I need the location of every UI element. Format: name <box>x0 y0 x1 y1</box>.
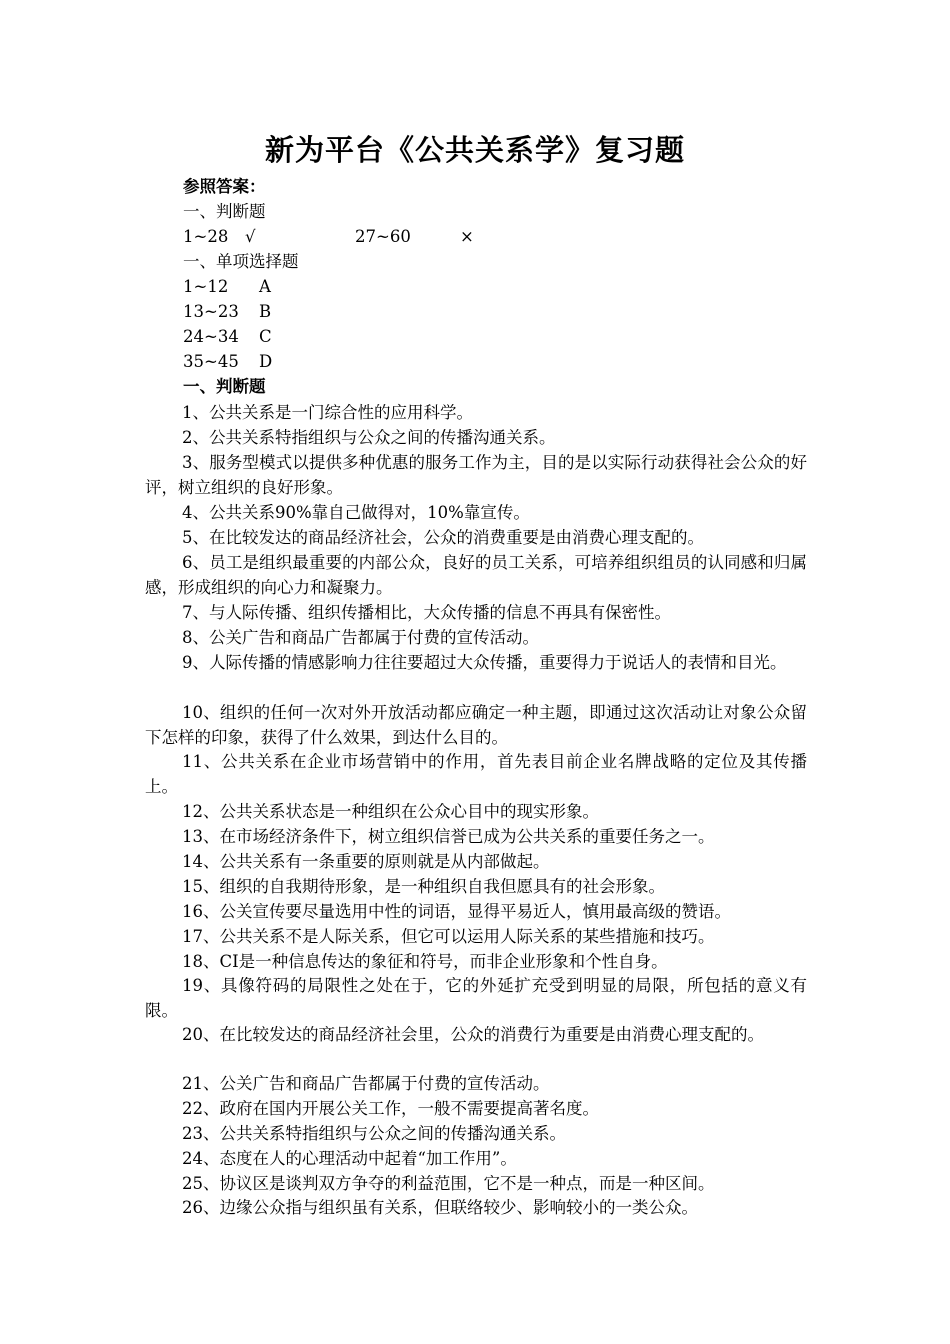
question-item: 9、人际传播的情感影响力往往要超过大众传播，重要得力于说话人的表情和目光。 <box>182 653 787 672</box>
question-item: 15、组织的自我期待形象，是一种组织自我但愿具有的社会形象。 <box>182 877 665 896</box>
question-item: 2、公共关系特指组织与公众之间的传播沟通关系。 <box>182 428 556 447</box>
choice-answer: A <box>259 277 271 296</box>
question-item: 13、在市场经济条件下，树立组织信誉已成为公共关系的重要任务之一。 <box>182 827 715 846</box>
question-item: 11、公共关系在企业市场营销中的作用，首先表目前企业名牌战略的定位及其传播上。 <box>145 752 807 796</box>
choice-answer: C <box>259 327 272 346</box>
question-item: 20、在比较发达的商品经济社会里，公众的消费行为重要是由消费心理支配的。 <box>182 1025 764 1044</box>
question-item: 18、CI是一种信息传达的象征和符号，而非企业形象和个性自身。 <box>182 952 668 971</box>
question-item: 14、公共关系有一条重要的原则就是从内部做起。 <box>182 852 550 871</box>
answers-heading: 参照答案： <box>183 177 266 196</box>
choice-answer-row <box>183 275 271 299</box>
judge-range-1: 1~28 <box>183 227 229 246</box>
question-item: 16、公关宣传要尽量选用中性的词语，显得平易近人，慎用最高级的赞语。 <box>182 902 731 921</box>
question-item: 22、政府在国内开展公关工作，一般不需要提高著名度。 <box>182 1099 599 1118</box>
question-item: 4、公共关系90%靠自己做得对，10%靠宣传。 <box>182 503 530 522</box>
question-item: 8、公关广告和商品广告都属于付费的宣传活动。 <box>182 628 539 647</box>
choice-range: 1~12 <box>183 277 229 296</box>
question-item: 3、服务型模式以提供多种优惠的服务工作为主，目的是以实际行动获得社会公众的好评，树立组织的良好形象。 <box>145 453 807 497</box>
choice-range: 13~23 <box>183 302 239 321</box>
choice-range: 35~45 <box>183 352 239 371</box>
question-item: 5、在比较发达的商品经济社会，公众的消费重要是由消费心理支配的。 <box>182 528 704 547</box>
question-item: 21、公关广告和商品广告都属于付费的宣传活动。 <box>182 1074 550 1093</box>
choice-answer-row <box>183 325 272 349</box>
choice-answer: D <box>259 352 273 371</box>
judge-range-2: 27~60 <box>355 227 411 246</box>
choice-answer: B <box>259 302 272 321</box>
question-item: 24、态度在人的心理活动中起着“加工作用”。 <box>182 1149 517 1168</box>
judge-answer-2: × <box>460 227 474 246</box>
choice-section-label: 一、单项选择题 <box>183 252 299 271</box>
judge-answer-1: √ <box>245 227 256 246</box>
question-item: 7、与人际传播、组织传播相比，大众传播的信息不再具有保密性。 <box>182 603 671 622</box>
question-item: 12、公共关系状态是一种组织在公众心目中的现实形象。 <box>182 802 599 821</box>
question-item: 6、员工是组织最重要的内部公众，良好的员工关系，可培养组织组员的认同感和归属感，形成组织的向心力和凝聚力。 <box>145 553 807 597</box>
question-item: 19、具像符码的局限性之处在于，它的外延扩充受到明显的局限，所包括的意义有限。 <box>145 976 807 1020</box>
choice-answer-row <box>183 350 272 374</box>
question-item: 10、组织的任何一次对外开放活动都应确定一种主题，即通过这次活动让对象公众留下怎样的印象，获得了什么效果，到达什么目的。 <box>145 703 807 747</box>
choice-range: 24~34 <box>183 327 239 346</box>
question-item: 26、边缘公众指与组织虽有关系，但联络较少、影响较小的一类公众。 <box>182 1198 698 1217</box>
question-item: 25、协议区是谈判双方争夺的利益范围，它不是一种点，而是一种区间。 <box>182 1174 715 1193</box>
judge-answers-row <box>183 225 503 249</box>
question-item: 17、公共关系不是人际关系，但它可以运用人际关系的某些措施和技巧。 <box>182 927 715 946</box>
judge-section-label: 一、判断题 <box>183 202 266 221</box>
document-title: 新为平台《公共关系学》复习题 <box>264 133 685 167</box>
question-item: 1、公共关系是一门综合性的应用科学。 <box>182 403 473 422</box>
choice-answer-row <box>183 300 271 324</box>
questions-heading: 一、判断题 <box>183 377 266 396</box>
question-item: 23、公共关系特指组织与公众之间的传播沟通关系。 <box>182 1124 566 1143</box>
